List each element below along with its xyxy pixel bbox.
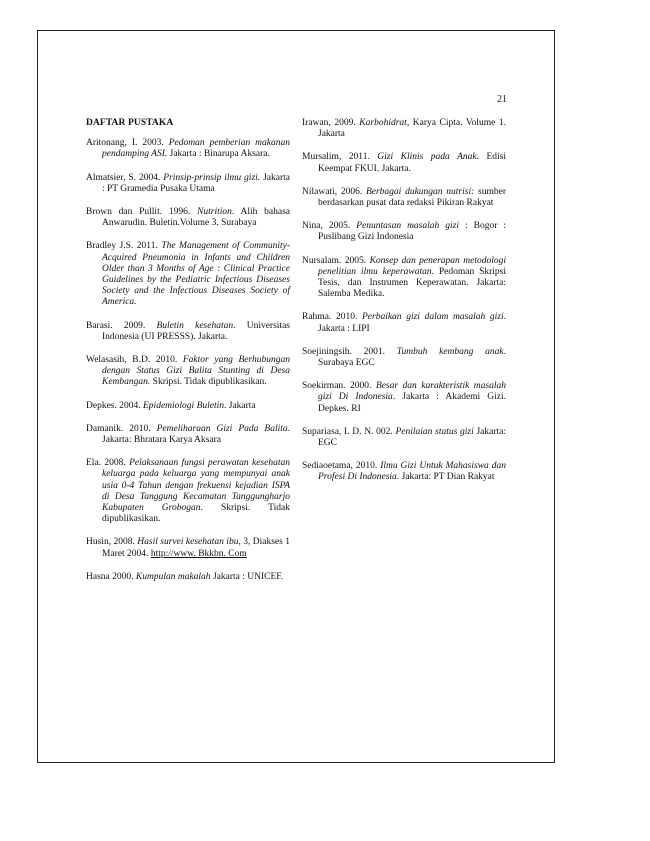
reference-entry: Damanik. 2010. Pemeliharaan Gizi Pada Balita. Jakarta: Bhratara Karya Aksara [86, 423, 290, 446]
left-reference-list [86, 138, 290, 583]
reference-link[interactable]: http://www. Bkkbn. Com [150, 548, 247, 559]
reference-entry: Nina, 2005. Penuntasan masalah gizi : Bogor : Puslibang Gizi Indonesia [302, 221, 507, 243]
left-column [86, 118, 290, 595]
reference-entry: Sediaoetama, 2010. Ilmu Gizi Untuk Mahasiswa dan Profesi Di Indonesia. Jakarta: PT Dian Rakyat [302, 461, 506, 483]
reference-entry: Rahma. 2010. Perbaikan gizi dalam masalah gizi. Jakarta : LIPI [302, 312, 506, 334]
reference-entry: Soekirman. 2000. Besar dan karakteristik masalah gizi Di Indonesia. Jakarta : Akademi Gizi. Depkes. RI [302, 381, 506, 414]
reference-entry: Irawan, 2009. Karbohidrat, Karya Cipta. Volume 1. Jakarta [302, 118, 507, 140]
reference-entry: Aritonang, I. 2003. Pedoman pemberian makanan pendamping ASI. Jakarta : Binarupa Aksara. [86, 138, 290, 160]
reference-entry: Bradley J.S. 2011. The Management of Community-Acquired Pneumonia in Infants and Children Older than 3 Months of Age : Clinical Practice Guidelines by the Pediatric Infectious Diseases Society and the Infectious Diseases Society of America. [86, 241, 290, 308]
reference-entry: Nilawati, 2006. Berbagai dukungan nutrisi: sumber berdasarkan pusat data redaksi Pikiran Rakyat [302, 186, 506, 209]
reference-entry: Barasi. 2009. Buletin kesehatan. Universitas Indonesia (UI PRESSS). Jakarta. [86, 320, 290, 342]
reference-entry: Soejiningsih. 2001. Tumbuh kembang anak. Surabaya EGC [302, 346, 506, 369]
reference-entry: Brown dan Pullit. 1996. Nutrition. Alih bahasa Anwarudin. Buletin.Volume 3. Surabaya [86, 207, 290, 229]
right-column [302, 118, 506, 496]
reference-entry: Hasna 2000. Kumpulan makalah Jakarta : UNICEF. [86, 571, 284, 582]
references-heading: DAFTAR PUSTAKA [86, 118, 174, 128]
reference-entry: Almatsier, S. 2004. Prinsip-prinsip ilmu gizi. Jakarta : PT Gramedia Pusaka Utama [86, 172, 290, 194]
reference-entry: Mursalim, 2011. Gizi Klinis pada Anak. Edisi Keempat FKUI. Jakarta. [302, 152, 507, 174]
reference-entry: Ela. 2008. Pelaksanaan fungsi perawatan kesehatan keluarga pada keluarga yang mempunyai anak usia 0-4 Tahun dengan frekuensi kejadian ISPA di Desa Tanggung Kecamatan Tanggungharjo Kabupaten Grobogan. Skripsi. Tidak dipublikasikan. [86, 458, 291, 525]
reference-entry: Welasasih, B.D. 2010. Faktor yang Berhubungan dengan Status Gizi Balita Stunting di Desa Kembangan. Skripsi. Tidak dipublikasikan. [86, 355, 290, 388]
page-number: 21 [497, 94, 507, 105]
reference-entry: Husin, 2008. Hasil survei kesehatan ibu, 3, Diakses 1 Maret 2004. http://www. Bkkbn. Com [86, 537, 291, 559]
reference-entry: Nursalam. 2005. Konsep dan penerapan metodologi penelitian ilmu keperawatan. Pedoman Skripsi Tesis, dan Instrumen Keperawatan. Jakarta: Salemba Medika. [302, 255, 507, 300]
reference-entry: Supariasa, I. D. N. 002. Penilaian status gizi Jakarta: EGC [302, 426, 506, 449]
reference-entry: Depkes. 2004. Epidemiologi Buletin. Jakarta [86, 400, 256, 411]
